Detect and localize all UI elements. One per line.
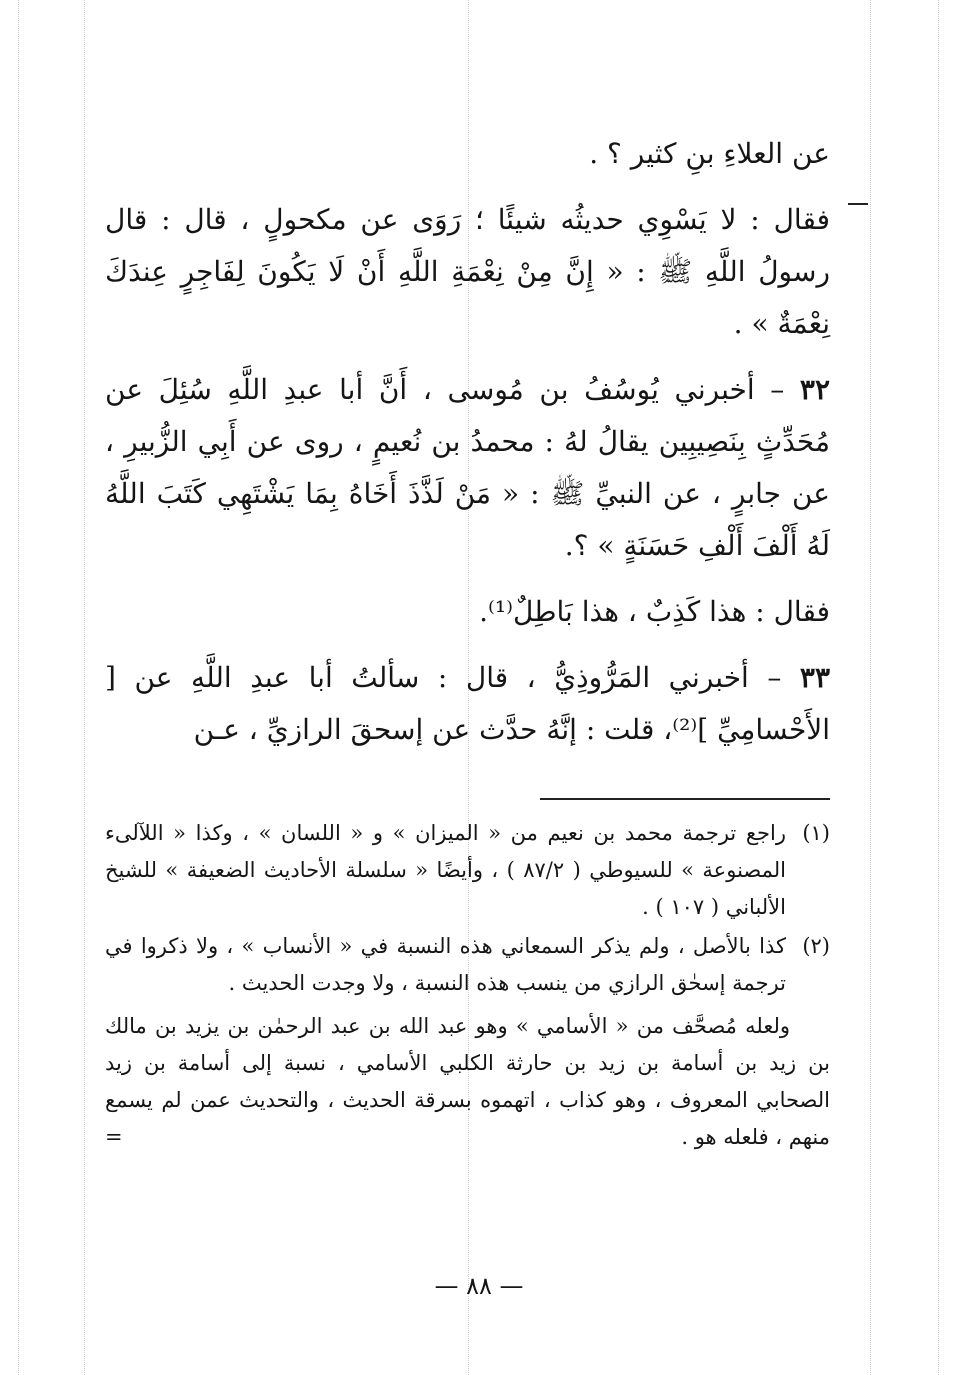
footnote-2-continuation: [105, 1008, 830, 1156]
paragraph-5: [105, 652, 830, 756]
continuation-mark: =: [105, 1125, 123, 1149]
footnote-1: [105, 815, 830, 926]
margin-dash: [848, 203, 868, 205]
scan-guide-line: [18, 0, 19, 1375]
footnote-2-text: كذا بالأصل ، ولم يذكر السمعاني هذه النسبة في « الأنساب » ، ولا ذكروا في ترجمة إسحٰق الرازي من ينسب هذه النسبة ، ولا وجدت الحديث .: [105, 934, 786, 995]
footnotes: [105, 815, 830, 1156]
hadith-number-33: ٣٣: [799, 661, 830, 694]
footnote-1-marker: (١): [802, 821, 830, 845]
scan-guide-line: [938, 0, 939, 1375]
page-number: — ٨٨ —: [434, 1272, 524, 1300]
paragraph-3: [105, 364, 830, 572]
footnote-1-text: راجع ترجمة محمد بن نعيم من « الميزان » و « اللسان » ، وكذا « اللآلىء المصنوعة » للسيوطي ( ٨٧/٢ ) ، وأيضًا « سلسلة الأحاديث الضعيفة » للشيخ الألباني ( ١٠٧ ) .: [105, 821, 786, 919]
scan-guide-line: [870, 0, 871, 1375]
paragraph-1: عن العلاءِ بنِ كثير ؟ .: [589, 137, 830, 170]
paragraph-3-text: – أخبرني يُوسُفُ بن مُوسى ، أَنَّ أبا عبدِ اللَّهِ سُئِلَ عن مُحَدِّثٍ بِنَصِيبِين يقالُ لهُ : محمدُ بن نُعيمٍ ، روى عن أَبِي الزُّبيرِ ، عن جابرٍ ، عن النبيِّ ﷺ : « مَنْ لَذَّذَ أَخَاهُ بِمَا يَشْتَهِي كَتَبَ اللَّهُ لَهُ أَلْفَ أَلْفِ حَسَنَةٍ » ؟.: [105, 373, 830, 562]
paragraph-4: فقال : هذا كَذِبٌ ، هذا بَاطِلٌ⁽¹⁾.: [479, 595, 830, 628]
scan-guide-line: [84, 0, 85, 1375]
footnote-separator: [540, 798, 830, 800]
footnote-2-marker: (٢): [802, 934, 830, 958]
footnote-2: [105, 928, 830, 1002]
hadith-number-32: ٣٢: [799, 373, 830, 406]
paragraph-5-text: – أخبرني المَرُّوذِيُّ ، قال : سألتُ أبا عبدِ اللَّهِ عن [ الأَحْسامِيِّ ]⁽²⁾، قلت : إنَّهُ حدَّث عن إسحقَ الرازيِّ ، عـن: [105, 661, 830, 746]
paragraph-2: فقال : لا يَسْوِي حديثُه شيئًا ؛ رَوَى عن مكحولٍ ، قال : قال رسولُ اللَّهِ ﷺ : « إِنَّ مِنْ نِعْمَةِ اللَّهِ أَنْ لَا يَكُونَ لِفَاجِرٍ عِندَكَ نِعْمَةٌ » .: [105, 203, 830, 340]
footnote-2-continuation-text: ولعله مُصحَّف من « الأسامي » وهو عبد الله بن عبد الرحمٰن بن يزيد بن مالك بن زيد بن أسامة بن زيد بن حارثة الكلبي الأسامي ، نسبة إلى أسامة بن زيد الصحابي المعروف ، وهو كذاب ، اتهموه بسرقة الحديث ، والتحديث عمن لم يسمع منهم ، فلعله هو .: [105, 1014, 830, 1149]
main-text: [105, 128, 830, 770]
